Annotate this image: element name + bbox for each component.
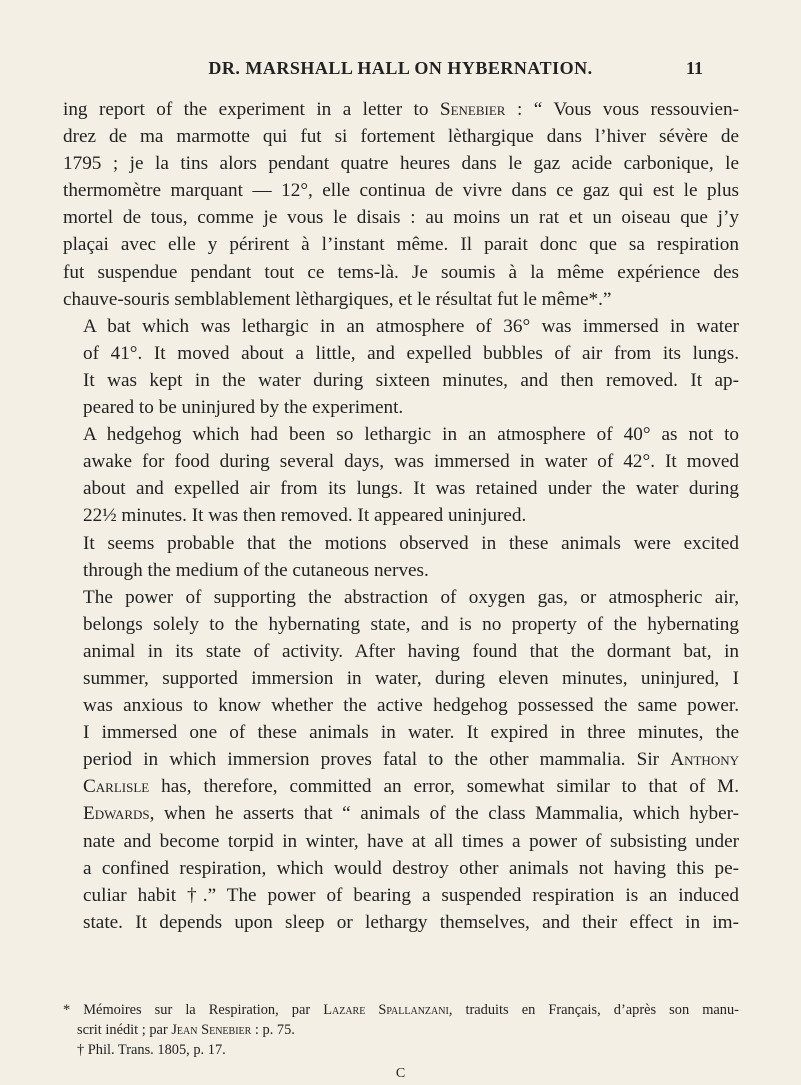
text-line: about and expelled air from its lungs. It was retained under the water during	[83, 478, 739, 500]
text-line: culiar habit †.” The power of bearing a suspended respiration is an induced	[83, 884, 739, 906]
text-line: ing report of the experiment in a letter to Senebier : “ Vous vous ressouvien-	[63, 99, 739, 120]
text-line: period in which immersion proves fatal to the other mammalia. Sir Anthony	[83, 749, 739, 771]
paragraph-4	[63, 530, 739, 584]
paragraph-5	[63, 584, 739, 936]
running-title: DR. MARSHALL HALL ON HYBERNATION.	[208, 58, 593, 78]
text-line: The power of supporting the abstraction of oxygen gas, or atmospheric air,	[83, 586, 739, 608]
text-line: through the medium of the cutaneous nerves.	[83, 559, 429, 581]
text-line: 22½ minutes. It was then removed. It appeared uninjured.	[83, 505, 527, 527]
footnote-line: † Phil. Trans. 1805, p. 17.	[77, 1042, 226, 1058]
text-line: A bat which was lethargic in an atmosphere of 36° was immersed in water	[83, 315, 739, 337]
text-line: a confined respiration, which would destroy other animals not having this pe-	[83, 857, 739, 879]
signature-mark: C	[395, 1066, 406, 1081]
text-line: It seems probable that the motions observed in these animals were excited	[83, 532, 739, 554]
text-line: Edwards, when he asserts that “ animals of the class Mammalia, which hyber-	[83, 803, 739, 825]
text-line: 1795 ; je la tins alors pendant quatre heures dans le gaz acide carbonique, le	[63, 153, 739, 175]
text-line: chauve-souris semblablement lèthargiques, et le résultat fut le même*.”	[63, 288, 612, 310]
page-number: 11	[685, 58, 703, 78]
text-line: fut suspendue pendant tout ce tems-là. Je soumis à la même expérience des	[63, 261, 739, 283]
paragraph-3	[63, 421, 739, 529]
text-line: I immersed one of these animals in water. It expired in three minutes, the	[83, 722, 739, 744]
text-line: mortel de tous, comme je vous le disais : au moins un rat et un oiseau que j’y	[63, 207, 739, 229]
text-line: belongs solely to the hybernating state, and is no property of the hybernating	[83, 613, 739, 635]
text-line: A hedgehog which had been so lethargic in an atmosphere of 40° as not to	[83, 424, 739, 446]
text-line: plaçai avec elle y périrent à l’instant même. Il parait donc que sa respiration	[63, 234, 739, 256]
text-line: peared to be uninjured by the experiment.	[83, 397, 404, 419]
text-line: thermomètre marquant — 12°, elle continua de vivre dans ce gaz qui est le plus	[63, 180, 739, 202]
text-line: of 41°. It moved about a little, and expelled bubbles of air from its lungs.	[83, 342, 739, 364]
text-line: drez de ma marmotte qui fut si fortement lèthargique dans l’hiver sévère de	[63, 126, 739, 148]
text-line: state. It depends upon sleep or lethargy themselves, and their effect in im-	[83, 911, 739, 933]
text-line: nate and become torpid in winter, have at all times a power of subsisting under	[83, 830, 739, 852]
paragraph-1	[63, 96, 739, 313]
text-line: animal in its state of activity. After having found that the dormant bat, in	[83, 640, 739, 662]
page-header	[0, 56, 801, 86]
text-line: summer, supported immersion in water, during eleven minutes, uninjured, I	[83, 667, 739, 689]
text-line: awake for food during several days, was immersed in water of 42°. It moved	[83, 451, 739, 473]
text-line: Carlisle has, therefore, committed an error, somewhat similar to that of M.	[83, 776, 739, 798]
text-line: It was kept in the water during sixteen minutes, and then removed. It ap-	[83, 369, 739, 391]
footnotes	[63, 1000, 739, 1060]
paragraph-2	[63, 313, 739, 421]
footnote-line: scrit inédit ; par Jean Senebier : p. 75.	[77, 1022, 295, 1038]
footnote-line: * Mémoires sur la Respiration, par Lazare Spallanzani, traduits en Français, d’après son manu-	[63, 1002, 739, 1018]
body-text	[63, 96, 739, 936]
text-line: was anxious to know whether the active hedgehog possessed the same power.	[83, 695, 739, 717]
